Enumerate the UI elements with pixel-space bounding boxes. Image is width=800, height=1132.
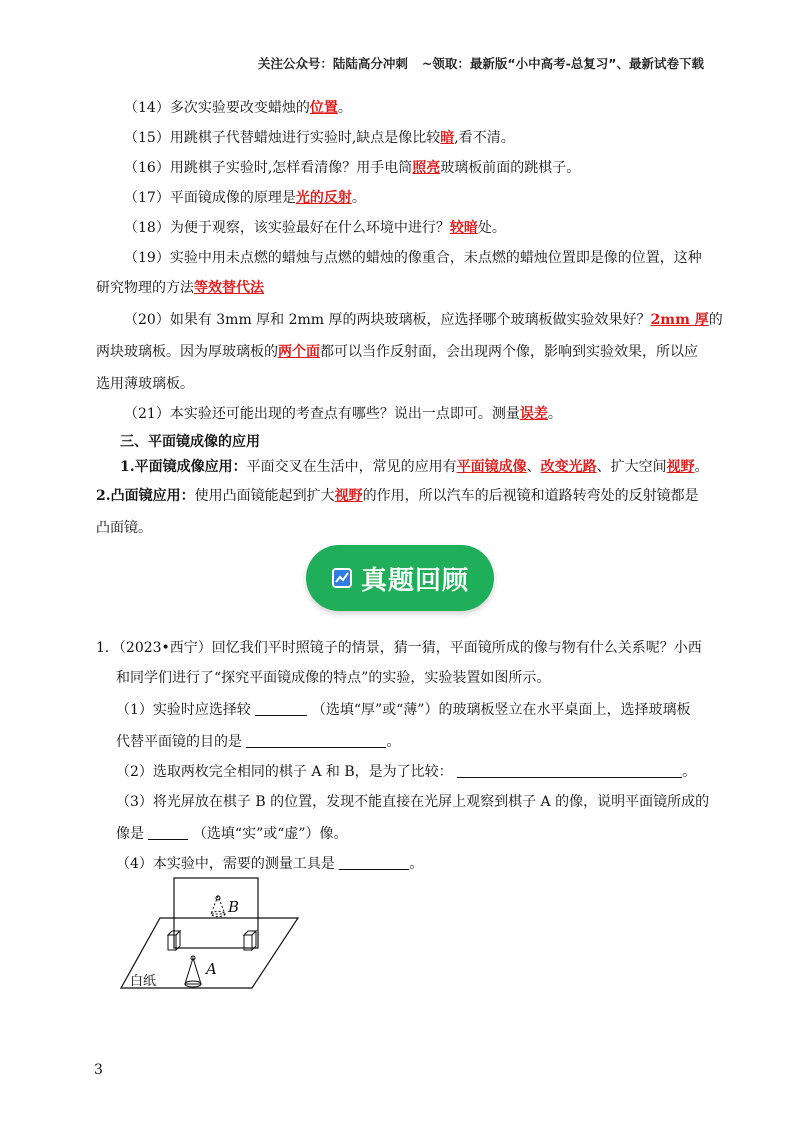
question-1-part-1-line2: 代替平面镜的目的是 。 [116, 734, 401, 750]
answer: 较暗 [449, 220, 478, 236]
answer: 光的反射 [295, 190, 352, 206]
experiment-figure [118, 874, 308, 994]
item-16: （16）用跳棋子实验时,怎样看清像？用手电筒照亮玻璃板前面的跳棋子。 [124, 160, 581, 176]
item-15: （15）用跳棋子代替蜡烛进行实验时,缺点是像比较暗,看不清。 [124, 130, 515, 146]
badge-label: 真题回顾 [360, 565, 469, 596]
item-18: （18）为便于观察，该实验最好在什么环境中进行？较暗处。 [124, 220, 506, 236]
item-20-line1: （20）如果有 3mm 厚和 2mm 厚的两块玻璃板，应选择哪个玻璃板做实验效果好？2mm 厚的 [124, 312, 723, 328]
item-17: （17）平面镜成像的原理是光的反射。 [124, 190, 366, 206]
page-number: 3 [94, 1062, 103, 1078]
answer: 暗 [440, 130, 455, 146]
question-1-part-3-line2: 像是 （选填“实”或“虚”）像。 [116, 826, 348, 842]
answer: 位置 [309, 100, 338, 116]
item-19-line1: （19）实验中用未点燃的蜡烛与点燃的蜡烛的像重合，未点燃的蜡烛位置即是像的位置，这种 [124, 250, 702, 266]
answer: 误差 [519, 406, 548, 422]
item-20-line2: 两块玻璃板。因为厚玻璃板的两个面都可以当作反射面，会出现两个像，影响到实验效果，所以应 [96, 344, 698, 360]
answer-blank[interactable] [148, 825, 188, 840]
question-1-part-3-line1: （3）将光屏放在棋子 B 的位置，发现不能直接在光屏上观察到棋子 A 的像，说明平面镜所成的 [116, 794, 710, 810]
item-19-line2: 研究物理的方法等效替代法 [96, 280, 264, 296]
answer-blank[interactable] [457, 763, 682, 778]
answer: 两个面 [278, 344, 320, 360]
header-right: ~领取：最新版“小中高考-总复习”、最新试卷下载 [421, 56, 704, 71]
answer: 视野 [334, 488, 363, 504]
question-1-part-4: （4）本实验中，需要的测量工具是 。 [116, 856, 424, 872]
answer: 照亮 [412, 160, 441, 176]
item-20-line3: 选用薄玻璃板。 [96, 376, 194, 392]
label-paper: 白纸 [130, 974, 157, 989]
answer-blank[interactable] [255, 701, 307, 716]
answer-blank[interactable] [339, 855, 409, 870]
item-14: （14）多次实验要改变蜡烛的位置。 [124, 100, 352, 116]
chart-trend-icon [331, 567, 353, 589]
label-a: A [206, 960, 217, 978]
answer: 视野 [666, 459, 695, 475]
answer: 2mm 厚 [650, 312, 709, 328]
question-1-part-1: （1）实验时应选择较 （选填“厚”或“薄”）的玻璃板竖立在水平桌面上，选择玻璃板 [116, 702, 691, 718]
question-1-line2: 和同学们进行了“探究平面镜成像的特点”的实验，实验装置如图所示。 [116, 670, 551, 686]
application-2-line2: 凸面镜。 [96, 520, 152, 536]
answer: 平面镜成像 [456, 459, 527, 475]
header-left: 关注公众号：陆陆高分冲刺 [257, 56, 408, 71]
question-1-part-2: （2）选取两枚完全相同的棋子 A 和 B，是为了比较： 。 [116, 764, 697, 780]
item-21: （21）本实验还可能出现的考查点有哪些？说出一点即可。测量误差。 [124, 406, 562, 422]
application-1: 1.平面镜成像应用：平面交叉在生活中，常见的应用有平面镜成像、改变光路、扩大空间视野。 [120, 459, 709, 475]
review-badge [306, 545, 494, 611]
section-title: 三、平面镜成像的应用 [120, 434, 260, 450]
answer-blank[interactable] [246, 733, 386, 748]
answer: 等效替代法 [194, 280, 264, 296]
page-header [258, 54, 704, 72]
label-b: B [228, 898, 240, 916]
application-2: 2.凸面镜应用：使用凸面镜能起到扩大视野的作用，所以汽车的后视镜和道路转弯处的反射镜都是 [96, 488, 699, 504]
question-1-line1: 1．（2023•西宁）回忆我们平时照镜子的情景，猜一猜，平面镜所成的像与物有什么关系呢？小西 [96, 640, 702, 656]
answer: 改变光路 [540, 459, 597, 475]
